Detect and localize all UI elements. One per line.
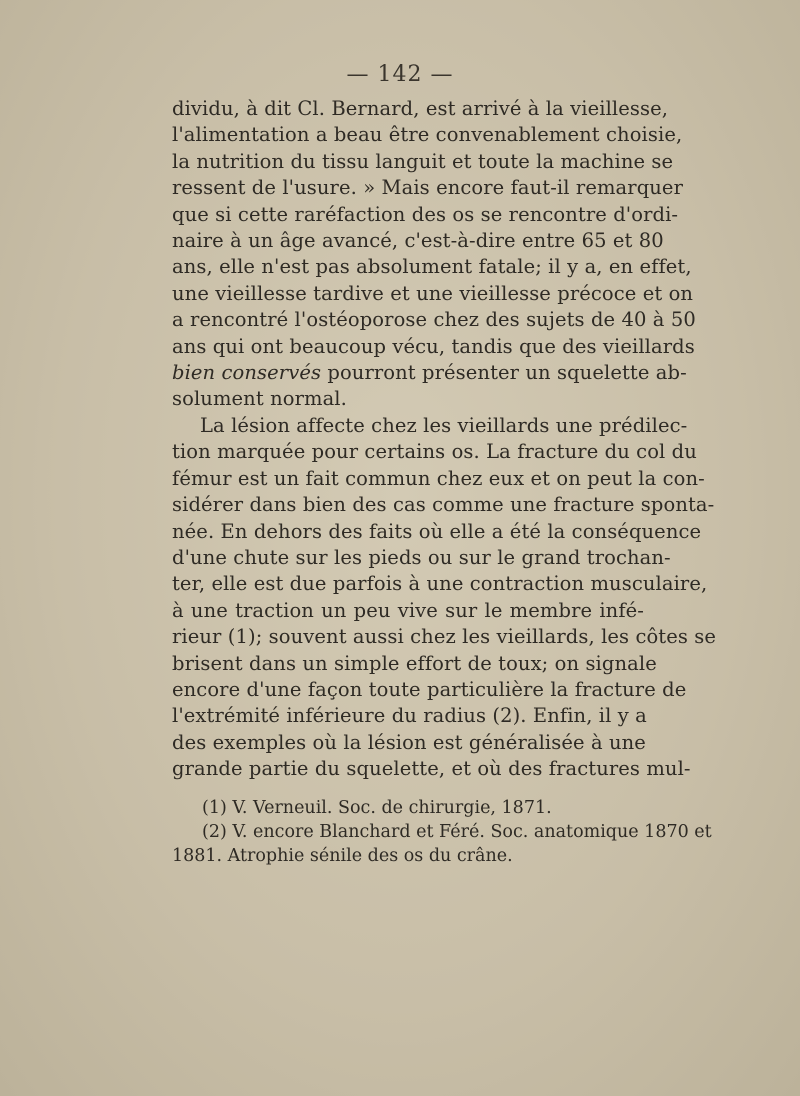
footnotes — [172, 796, 712, 868]
text-line: dividu, à dit Cl. Bernard, est arrivé à la vieillesse, — [172, 97, 669, 120]
body-text — [172, 96, 717, 783]
footnote-2-continued: 1881. Atrophie sénile des os du crâne. — [172, 846, 513, 866]
text-line: la nutrition du tissu languit et toute la machine se — [172, 149, 674, 173]
text-line: ter, elle est due parfois à une contraction musculaire, — [172, 572, 708, 596]
paragraph-2 — [172, 413, 717, 783]
text-line: La lésion affecte chez les vieillards une prédilec- — [200, 413, 688, 437]
text-line: grande partie du squelette, et où des fractures mul- — [172, 757, 691, 781]
text-line: naire à un âge avancé, c'est-à-dire entre 65 et 80 — [172, 229, 664, 253]
text-line: l'alimentation a beau être convenablement choisie, — [172, 123, 683, 147]
text-line: ans qui ont beaucoup vécu, tandis que des vieillards — [172, 334, 695, 358]
text-line: a rencontré l'ostéoporose chez des sujets de 40 à 50 — [172, 308, 696, 332]
text-line: fémur est un fait commun chez eux et on peut la con- — [172, 466, 705, 490]
text-line: encore d'une façon toute particulière la fracture de — [172, 677, 687, 701]
text-line: sidérer dans bien des cas comme une fracture sponta- — [172, 493, 715, 517]
footnote-2: (2) V. encore Blanchard et Féré. Soc. anatomique 1870 et — [202, 822, 712, 842]
paragraph-1 — [172, 96, 696, 413]
text-line: que si cette raréfaction des os se rencontre d'ordi- — [172, 202, 679, 226]
text-line: ans, elle n'est pas absolument fatale; il y a, en effet, — [172, 255, 692, 279]
text-line: une vieillesse tardive et une vieillesse précoce et on — [172, 281, 694, 305]
text-line: née. En dehors des faits où elle a été la conséquence — [172, 519, 702, 543]
text-line: rieur (1); souvent aussi chez les vieillards, les côtes se — [172, 625, 717, 649]
text-line: brisent dans un simple effort de toux; on signale — [172, 651, 657, 675]
text-line: à une traction un peu vive sur le membre infé- — [172, 598, 644, 622]
text-line: solument normal. — [172, 387, 347, 411]
text-line: d'une chute sur les pieds ou sur le grand trochan- — [172, 545, 671, 569]
text-line: tion marquée pour certains os. La fracture du col du — [172, 440, 697, 464]
footnote-1: (1) V. Verneuil. Soc. de chirurgie, 1871. — [202, 798, 552, 818]
text-line: l'extrémité inférieure du radius (2). Enfin, il y a — [172, 704, 647, 728]
text-line-italic — [172, 360, 687, 386]
italic-phrase: bien conservés — [172, 361, 322, 385]
text-line: ressent de l'usure. » Mais encore faut-il remarquer — [172, 176, 683, 200]
page-number: — 142 — — [346, 62, 454, 87]
text-fragment: pourront présenter un squelette ab- — [321, 361, 687, 385]
text-line: des exemples où la lésion est généralisée à une — [172, 730, 646, 754]
